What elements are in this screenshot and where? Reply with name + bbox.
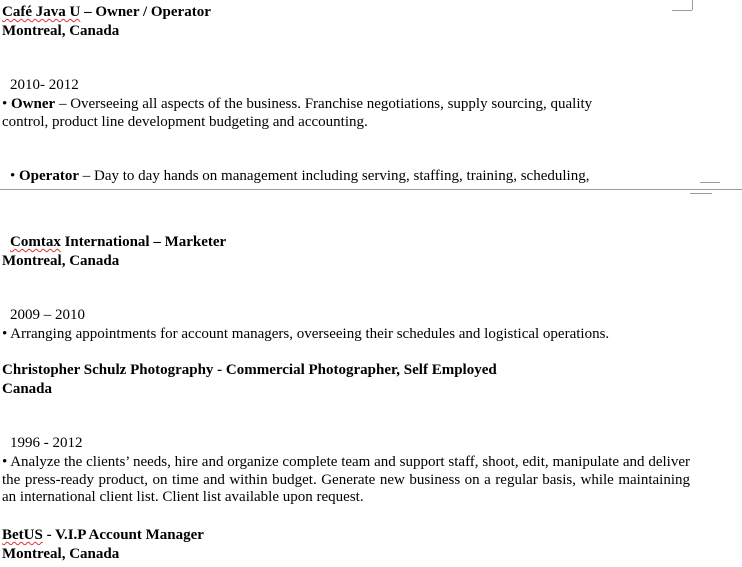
bullet-text: – Overseeing all aspects of the business. Franchise negotiations, supply sourcing, quality control, product line development budgeting and accounting. — [2, 96, 593, 130]
job-dates: 2009 – 2010 — [10, 307, 85, 323]
job-role: International – Marketer — [60, 234, 227, 250]
company-name: Comtax — [10, 234, 61, 250]
page-corner-marker — [690, 193, 712, 194]
bullet: • — [2, 96, 12, 112]
job-description: • Arranging appointments for account managers, overseeing their schedules and logistical operations. — [2, 326, 610, 342]
job-location: Montreal, Canada — [2, 23, 120, 39]
job-role: – Owner / Operator — [80, 4, 211, 20]
job-description: • Analyze the clients’ needs, hire and organize complete team and support staff, shoot, edit, manipulate and deliver the press-ready product, on time and within budget. Generate new business on a regular basis, while maintaining an international client list. Client list available upon request. — [2, 454, 690, 505]
page-corner-marker — [692, 0, 693, 10]
job-title-comtax — [10, 233, 226, 251]
job-role: - V.I.P Account Manager — [42, 527, 204, 543]
company-name: Café Java U — [2, 4, 81, 20]
bullet: • — [10, 168, 20, 184]
job-title-cafe-java — [2, 3, 211, 21]
job-title-betus — [2, 526, 204, 544]
company-name: BetUS — [2, 527, 43, 543]
page-corner-marker — [700, 182, 720, 189]
job-description-owner — [2, 96, 642, 131]
job-dates: 1996 - 2012 — [10, 435, 83, 451]
job-location: Montreal, Canada — [2, 546, 120, 562]
job-description-operator — [10, 167, 589, 185]
page-corner-marker — [672, 0, 692, 11]
job-dates: 2010- 2012 — [10, 77, 79, 93]
bullet-label: Operator — [19, 168, 79, 184]
job-title-schulz: Christopher Schulz Photography - Commercial Photographer, Self Employed — [2, 362, 497, 378]
bullet-label: Owner — [11, 96, 56, 112]
bullet-text: – Day to day hands on management including serving, staffing, training, scheduling, — [79, 168, 590, 184]
job-location: Montreal, Canada — [2, 253, 120, 269]
page-break-line — [0, 189, 742, 190]
job-location: Canada — [2, 381, 53, 397]
